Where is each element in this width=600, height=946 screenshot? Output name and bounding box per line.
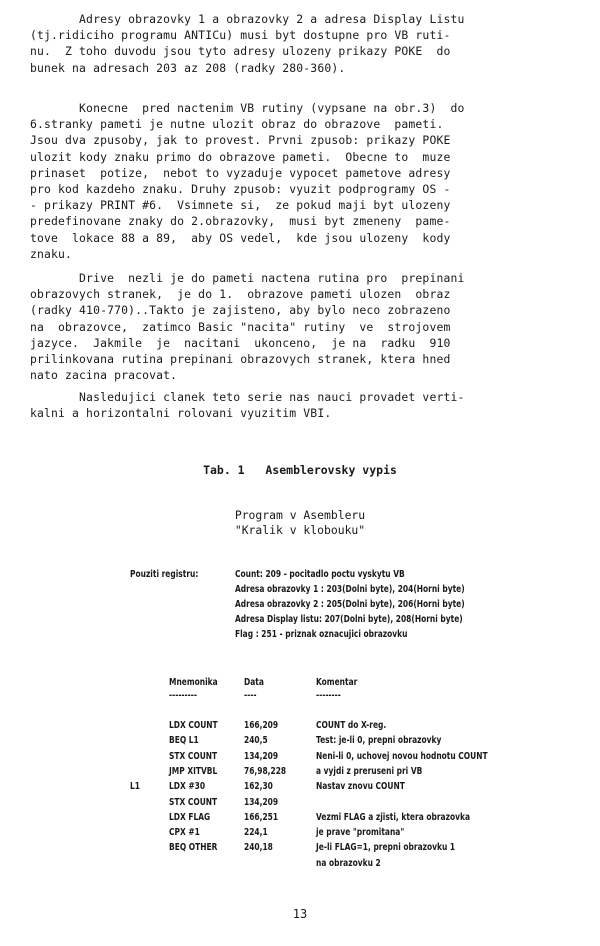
paragraph-3: Drive nezli je do pameti nactena rutina pro prepinani obrazovych stranek, je do 1. obrazove pameti ulozen obraz (radky 410-770)..Takto je zajisteno, aby bylo neco zobrazeno na obrazovce, zatimco Basic "nacita" rutiny ve strojovem jazyce. Jakmile je nacitani ukonceno, je na radku 910 prilinkovana rutina prepinani obrazovych stranek, ktera hned nato zacina pracovat. — [30, 271, 465, 383]
header-comment: Komentar — [316, 677, 358, 688]
register-item: Count: 209 - pocitadlo poctu vyskytu VB — [235, 569, 405, 580]
register-item: Adresa obrazovky 1 : 203(Dolni byte), 204(Horni byte) — [235, 584, 465, 595]
row-mnemonic: STX COUNT — [169, 796, 218, 808]
row-data: 240,5 — [244, 735, 268, 747]
row-data: 76,98,228 — [244, 765, 287, 777]
row-data: 134,209 — [244, 750, 279, 762]
header-mnemonic: Mnemonika — [169, 677, 218, 688]
row-mnemonic: BEQ L1 — [169, 735, 199, 747]
register-item: Flag : 251 - priznak oznacujici obrazovku — [235, 629, 408, 640]
row-data: 162,30 — [244, 781, 273, 793]
header-data: Data — [244, 677, 264, 688]
row-comment: COUNT do X-reg. — [316, 720, 387, 731]
row-data: 166,251 — [244, 811, 279, 823]
row-mnemonic: LDX COUNT — [169, 720, 218, 731]
header-rule: -------- — [316, 690, 341, 701]
row-comment: Neni-li 0, uchovej novou hodnotu COUNT — [316, 750, 488, 762]
row-mnemonic: LDX #30 — [169, 781, 206, 793]
row-label: L1 — [130, 781, 140, 793]
row-comment: Je-li FLAG=1, prepni obrazovku 1 — [316, 842, 456, 854]
page-number: 13 — [292, 907, 308, 921]
registers-label: Pouziti registru: — [130, 569, 199, 580]
row-comment: na obrazovku 2 — [316, 857, 381, 869]
paragraph-1: Adresy obrazovky 1 a obrazovky 2 a adresa Display Listu (tj.ridiciho programu ANTICu) musi byt dostupne pro VB ruti- nu. Z toho duvodu jsou tyto adresy ulozeny prikazy POKE do bunek na adresach 203 az 208 (radky 280-360). — [30, 12, 465, 75]
program-title: Program v Asembleru — [234, 508, 366, 522]
row-comment: Nastav znovu COUNT — [316, 781, 405, 793]
row-mnemonic: CPX #1 — [169, 827, 200, 839]
paragraph-4: Nasledujici clanek teto serie nas nauci provadet verti- kalni a horizontalni rolovani vyuzitim VBI. — [30, 390, 465, 421]
row-comment: Test: je-li 0, prepni obrazovky — [316, 735, 442, 747]
row-data: 240,18 — [244, 842, 273, 854]
row-data: 134,209 — [244, 796, 279, 808]
register-item: Adresa Display listu: 207(Dolni byte), 208(Horni byte) — [235, 614, 463, 625]
row-mnemonic: LDX FLAG — [169, 811, 211, 823]
row-comment: a vyjdi z preruseni pri VB — [316, 765, 423, 777]
row-data: 224,1 — [244, 827, 268, 839]
row-data: 166,209 — [244, 720, 279, 731]
header-rule: ---- — [244, 690, 257, 701]
paragraph-2: Konecne pred nactenim VB rutiny (vypsane na obr.3) do 6.stranky pameti je nutne ulozit obraz do obrazove pameti. Jsou dva zpusoby, jak to provest. Prvni zpusob: prikazy POKE ulozit kody znaku primo do obrazove pameti. Obecne to muze prinaset potize, nebot to vyzaduje vypocet pametove adresy pro kod kazdeho znaku. Druhy zpusob: vyuzit podprogramy OS - - prikazy PRINT #6. Vsimnete si, ze pokud maji byt ulozeny predefinovane znaky do 2.obrazovky, musi byt zmeneny pame- tove lokace 88 a 89, aby OS vedel, kde jsou ulozeny kody znaku. — [30, 101, 465, 261]
row-mnemonic: STX COUNT — [169, 750, 218, 762]
register-item: Adresa obrazovky 2 : 205(Dolni byte), 206(Horni byte) — [235, 599, 465, 610]
row-comment: Vezmi FLAG a zjisti, ktera obrazovka — [316, 811, 471, 823]
header-rule: --------- — [169, 690, 197, 701]
row-mnemonic: JMP XITVBL — [169, 765, 218, 777]
program-subtitle: "Kralik v klobouku" — [234, 523, 366, 537]
row-mnemonic: BEQ OTHER — [169, 842, 218, 854]
row-comment: je prave "promitana" — [316, 827, 405, 839]
table-title: Tab. 1 Asemblerovsky vypis — [203, 463, 397, 477]
